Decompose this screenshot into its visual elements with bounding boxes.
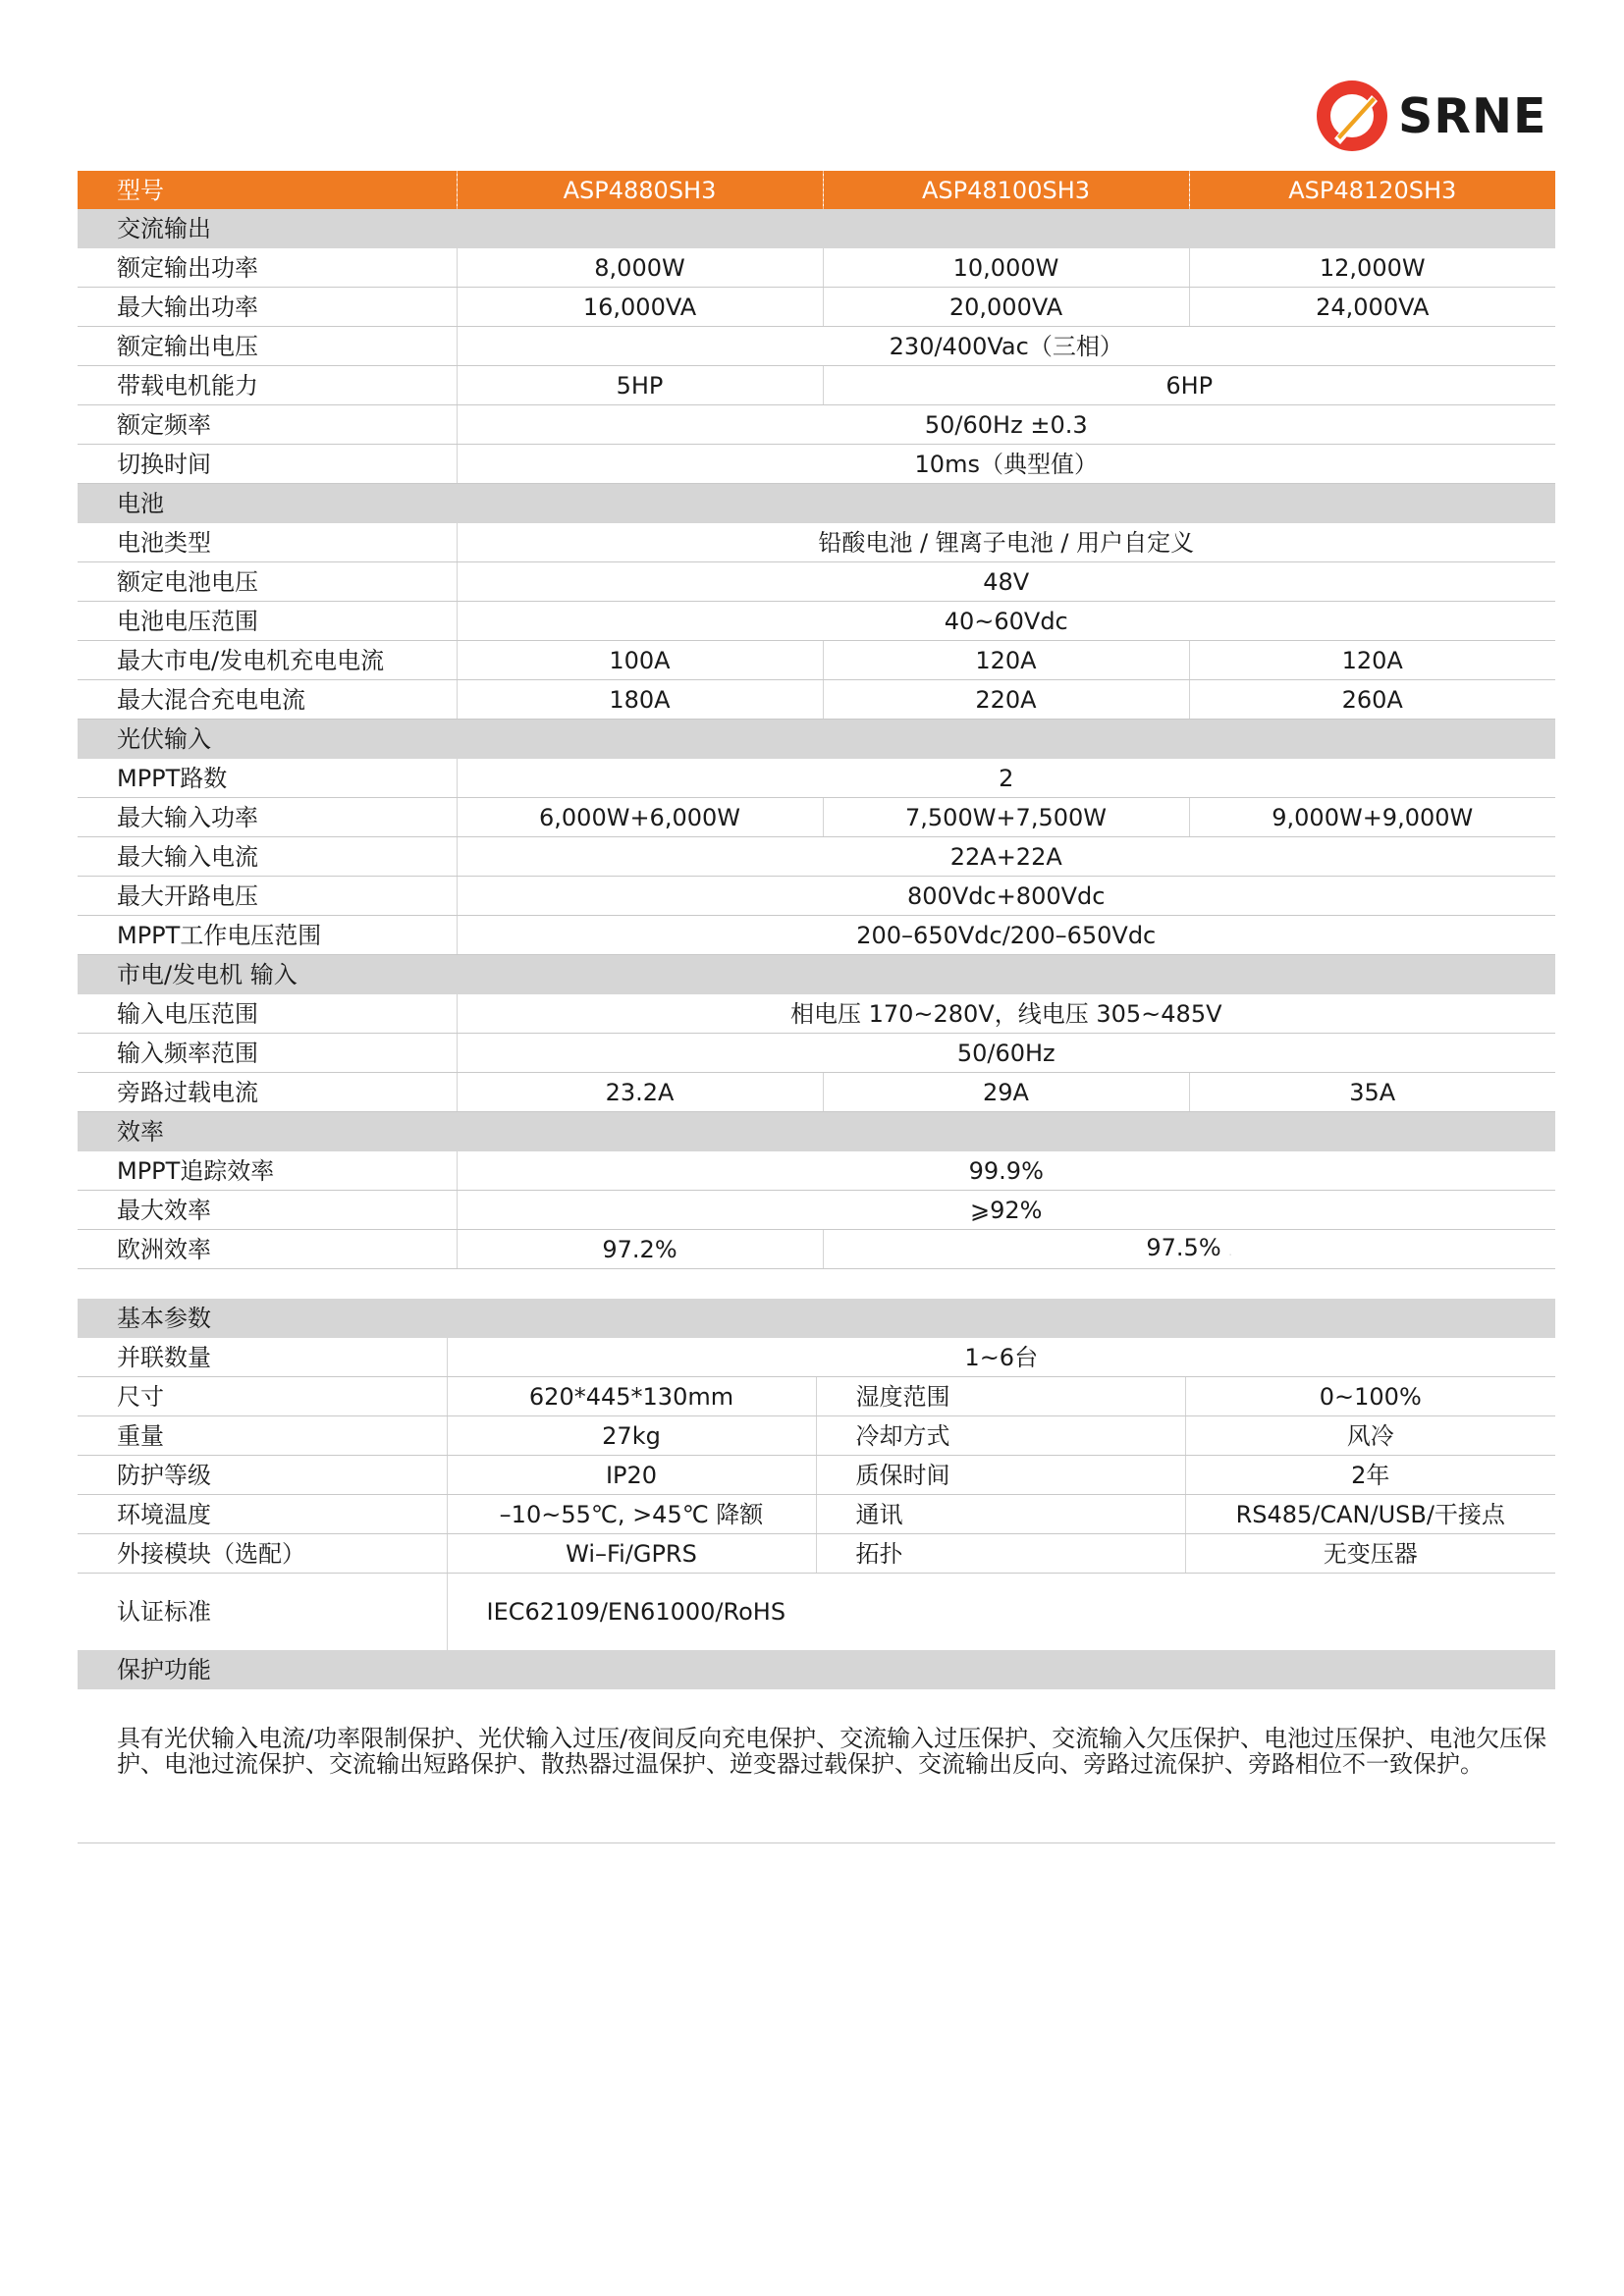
table-row (78, 445, 1555, 484)
row-value: 6,000W+6,000W (457, 798, 823, 837)
row-value: 无变压器 (1185, 1534, 1555, 1574)
row-label: 并联数量 (78, 1338, 447, 1377)
table-row (78, 562, 1555, 602)
divider (78, 1842, 1555, 1843)
table-row (78, 994, 1555, 1034)
row-value: 50/60Hz (457, 1034, 1555, 1073)
row-value: 230/400Vac（三相） (457, 327, 1555, 366)
table-row (78, 1151, 1555, 1191)
row-label: 通讯 (816, 1495, 1185, 1534)
model-name: ASP48100SH3 (823, 171, 1189, 209)
model-label: 型号 (78, 171, 457, 209)
row-value: 200–650Vdc/200–650Vdc (457, 916, 1555, 955)
row-label: MPPT路数 (78, 759, 457, 798)
section-title: 电池 (78, 484, 1555, 524)
table-row (78, 405, 1555, 445)
row-label: 最大输出功率 (78, 288, 457, 327)
table-row (78, 1377, 1555, 1416)
table-row (78, 1495, 1555, 1534)
row-label: 防护等级 (78, 1456, 447, 1495)
spec-table (78, 171, 1555, 1269)
row-value: 260A (1189, 680, 1555, 720)
row-value: 10,000W (823, 248, 1189, 288)
row-value: IEC62109/EN61000/RoHS (447, 1574, 1555, 1651)
row-value: 97.2% (457, 1230, 823, 1269)
row-value: 9,000W+9,000W (1189, 798, 1555, 837)
row-label: MPPT工作电压范围 (78, 916, 457, 955)
table-row (78, 641, 1555, 680)
row-label: 外接模块（选配） (78, 1534, 447, 1574)
row-value: ⩾92% (457, 1191, 1555, 1230)
row-label: 额定电池电压 (78, 562, 457, 602)
row-value: 180A (457, 680, 823, 720)
row-value: 6HP (823, 366, 1555, 405)
row-label: 最大市电/发电机充电电流 (78, 641, 457, 680)
section-title: 交流输出 (78, 209, 1555, 248)
row-label: 最大输入功率 (78, 798, 457, 837)
row-value: 5HP (457, 366, 823, 405)
row-value (823, 1230, 1555, 1269)
row-label: 输入频率范围 (78, 1034, 457, 1073)
table-row (78, 759, 1555, 798)
table-row (78, 523, 1555, 562)
section-title: 光伏输入 (78, 720, 1555, 760)
row-label: 最大输入电流 (78, 837, 457, 877)
basic-params-table (78, 1299, 1555, 1689)
row-value: –10~55℃, >45℃ 降额 (447, 1495, 816, 1534)
table-row (78, 366, 1555, 405)
row-value: 800Vdc+800Vdc (457, 877, 1555, 916)
row-value: 35A (1189, 1073, 1555, 1112)
section-title: 保护功能 (78, 1650, 1555, 1689)
table-row (78, 248, 1555, 288)
row-label: 欧洲效率 (78, 1230, 457, 1269)
row-value: 22A+22A (457, 837, 1555, 877)
row-label: 环境温度 (78, 1495, 447, 1534)
srne-logo-icon (1316, 80, 1388, 152)
row-label: 最大开路电压 (78, 877, 457, 916)
row-label: 切换时间 (78, 445, 457, 484)
row-value: 0~100% (1185, 1377, 1555, 1416)
row-value: IP20 (447, 1456, 816, 1495)
table-row (78, 877, 1555, 916)
row-value: 48V (457, 562, 1555, 602)
row-label: 额定输出功率 (78, 248, 457, 288)
section-header (78, 484, 1555, 524)
row-value: 24,000VA (1189, 288, 1555, 327)
row-value: 12,000W (1189, 248, 1555, 288)
row-label: 电池电压范围 (78, 602, 457, 641)
row-value: 相电压 170~280V，线电压 305~485V (457, 994, 1555, 1034)
table-row (78, 602, 1555, 641)
row-value: 20,000VA (823, 288, 1189, 327)
row-value: 40~60Vdc (457, 602, 1555, 641)
section-header (78, 1650, 1555, 1689)
row-label: MPPT追踪效率 (78, 1151, 457, 1191)
row-value: 2年 (1185, 1456, 1555, 1495)
table-row (78, 1073, 1555, 1112)
table-row (78, 288, 1555, 327)
row-label: 尺寸 (78, 1377, 447, 1416)
table-row (78, 1230, 1555, 1269)
section-header (78, 1299, 1555, 1338)
row-value: 27kg (447, 1416, 816, 1456)
row-label: 额定输出电压 (78, 327, 457, 366)
row-label: 旁路过载电流 (78, 1073, 457, 1112)
section-title: 基本参数 (78, 1299, 1555, 1338)
table-row (78, 1191, 1555, 1230)
row-value: 7,500W+7,500W (823, 798, 1189, 837)
section-title: 效率 (78, 1112, 1555, 1152)
row-value: 120A (1189, 641, 1555, 680)
row-value: 620*445*130mm (447, 1377, 816, 1416)
table-row (78, 1034, 1555, 1073)
table-row (78, 680, 1555, 720)
row-label: 额定频率 (78, 405, 457, 445)
table-row (78, 837, 1555, 877)
section-header (78, 1112, 1555, 1152)
table-row (78, 798, 1555, 837)
row-label: 湿度范围 (816, 1377, 1185, 1416)
section-header (78, 955, 1555, 995)
table-row (78, 1338, 1555, 1377)
row-value: 10ms（典型值） (457, 445, 1555, 484)
row-value: 风冷 (1185, 1416, 1555, 1456)
brand-name: SRNE (1398, 87, 1547, 144)
row-value: 50/60Hz ±0.3 (457, 405, 1555, 445)
row-value: 铅酸电池 / 锂离子电池 / 用户自定义 (457, 523, 1555, 562)
row-label: 电池类型 (78, 523, 457, 562)
row-label: 最大混合充电电流 (78, 680, 457, 720)
row-value-text: 97.5% (1146, 1233, 1221, 1261)
protection-description: 具有光伏输入电流/功率限制保护、光伏输入过压/夜间反向充电保护、交流输入过压保护、交流输入欠压保护、电池过压保护、电池欠压保护、电池过流保护、交流输出短路保护、散热器过温保护、逆变器过载保护、交流输出反向、旁路过流保护、旁路相位不一致保护。 (117, 1725, 1547, 1778)
row-value: 100A (457, 641, 823, 680)
model-header-row (78, 171, 1555, 209)
row-value: Wi–Fi/GPRS (447, 1534, 816, 1574)
table-row (78, 1534, 1555, 1574)
stray-mark: . (1228, 1244, 1233, 1258)
section-title: 市电/发电机 输入 (78, 955, 1555, 995)
table-row (78, 916, 1555, 955)
row-value: 16,000VA (457, 288, 823, 327)
row-value: 2 (457, 759, 1555, 798)
table-row (78, 1456, 1555, 1495)
row-label: 输入电压范围 (78, 994, 457, 1034)
row-label: 冷却方式 (816, 1416, 1185, 1456)
srne-logo (1316, 75, 1547, 157)
row-label: 最大效率 (78, 1191, 457, 1230)
table-row (78, 327, 1555, 366)
row-value: 29A (823, 1073, 1189, 1112)
model-name: ASP48120SH3 (1189, 171, 1555, 209)
row-value: 8,000W (457, 248, 823, 288)
row-label: 带载电机能力 (78, 366, 457, 405)
row-label: 认证标准 (117, 1598, 211, 1626)
row-value: 1~6台 (447, 1338, 1555, 1377)
table-row (78, 1574, 1555, 1651)
row-value: 99.9% (457, 1151, 1555, 1191)
row-value: 23.2A (457, 1073, 823, 1112)
row-label: 拓扑 (816, 1534, 1185, 1574)
table-row (78, 1416, 1555, 1456)
section-header (78, 720, 1555, 760)
row-value: 220A (823, 680, 1189, 720)
row-label: 质保时间 (816, 1456, 1185, 1495)
row-label: 重量 (78, 1416, 447, 1456)
row-value: RS485/CAN/USB/干接点 (1185, 1495, 1555, 1534)
section-header (78, 209, 1555, 248)
row-value: 120A (823, 641, 1189, 680)
model-name: ASP4880SH3 (457, 171, 823, 209)
